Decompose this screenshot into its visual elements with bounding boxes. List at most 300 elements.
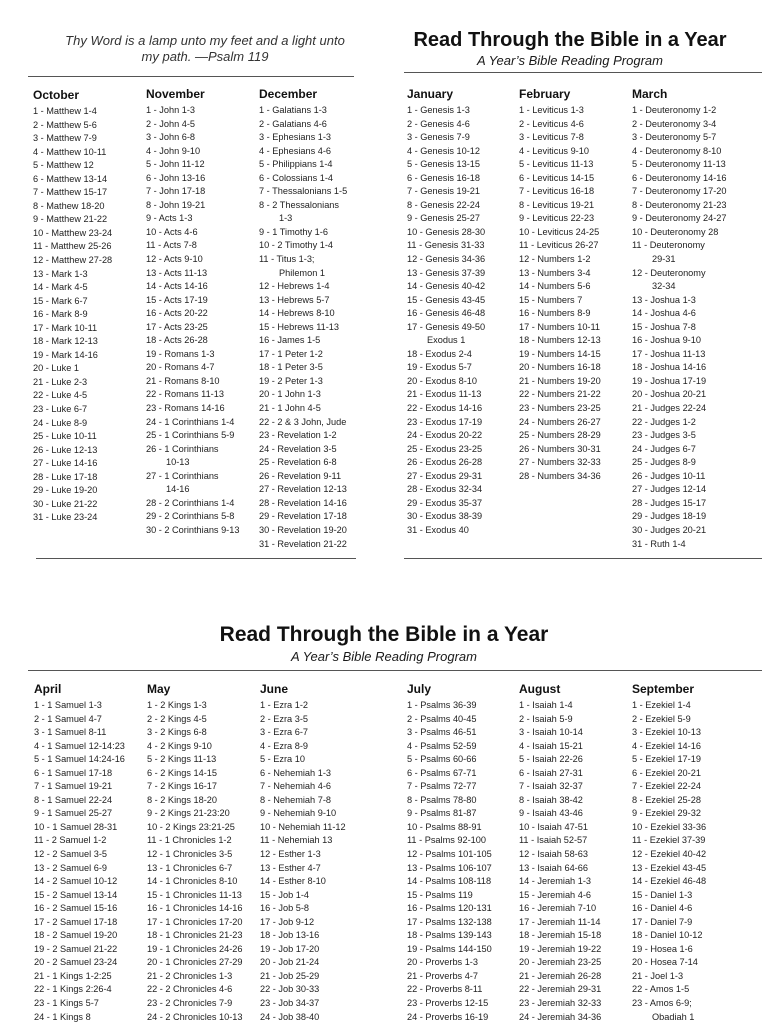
reading-item: 10 - Leviticus 24-25 xyxy=(519,226,600,237)
reading-item: 14 - Acts 14-16 xyxy=(146,281,208,292)
reading-item: 4 - Leviticus 9-10 xyxy=(519,145,589,156)
reading-item: 1 - John 1-3 xyxy=(146,105,196,115)
reading-item: 3 - John 6-8 xyxy=(146,132,196,143)
reading-item: 21 - Numbers 19-20 xyxy=(519,375,601,386)
reading-item: 22 - Proverbs 8-11 xyxy=(407,984,483,995)
divider-top-right xyxy=(404,72,762,73)
reading-item: 5 - 2 Kings 11-13 xyxy=(147,754,217,765)
reading-item: 1 - Galatians 1-3 xyxy=(259,105,327,115)
reading-item: 16 - Joshua 9-10 xyxy=(632,335,701,346)
reading-item: 15 - 2 Samuel 13-14 xyxy=(34,889,118,900)
reading-item: 23 - 1 Kings 5-7 xyxy=(34,998,99,1009)
reading-item: 19 - Romans 1-3 xyxy=(146,348,215,359)
reading-item: 7 - Psalms 72-77 xyxy=(407,781,477,792)
reading-item: 16 - Genesis 46-48 xyxy=(407,308,486,319)
month-column-november xyxy=(146,87,264,538)
reading-item: 5 - 1 Samuel 14:24-16 xyxy=(34,754,125,765)
scripture-quote: Thy Word is a lamp unto my feet and a light unto my path. —Psalm 119 xyxy=(65,33,345,64)
reading-item: 18 - Psalms 139-143 xyxy=(407,930,492,941)
reading-item: 7 - Matthew 15-17 xyxy=(33,187,108,198)
reading-item: 14-16 xyxy=(166,484,190,495)
reading-item: 5 - Isaiah 22-26 xyxy=(519,754,583,765)
reading-item: 6 - 1 Samuel 17-18 xyxy=(34,767,113,778)
reading-item: 17 - Genesis 49-50 xyxy=(407,321,486,332)
reading-item: 4 - Ezekiel 14-16 xyxy=(632,740,701,751)
reading-item: 28 - Luke 17-18 xyxy=(33,471,98,482)
section2-title: Read Through the Bible in a Year xyxy=(219,623,549,646)
reading-item: 10 - Nehemiah 11-12 xyxy=(260,821,346,832)
reading-item: 8 - Nehemiah 7-8 xyxy=(260,794,331,805)
reading-item: 16 - Jeremiah 7-10 xyxy=(519,903,597,914)
reading-item: 17 - Joshua 11-13 xyxy=(632,348,706,359)
reading-item: 18 - Mark 12-13 xyxy=(33,336,98,347)
reading-item: 22 - 2 Chronicles 4-6 xyxy=(147,984,233,995)
reading-item: 22 - Romans 11-13 xyxy=(146,389,224,400)
reading-item: 19 - Psalms 144-150 xyxy=(407,943,492,954)
reading-item: 22 - Exodus 14-16 xyxy=(407,403,483,414)
month-heading: September xyxy=(632,682,695,696)
reading-item: 7 - Leviticus 16-18 xyxy=(519,186,595,197)
reading-item: 29 - Judges 18-19 xyxy=(632,511,707,522)
reading-item: 15 - Numbers 7 xyxy=(519,294,583,305)
reading-item: 11 - Titus 1-3; xyxy=(259,254,315,265)
reading-item: 9 - Genesis 25-27 xyxy=(407,213,481,224)
reading-item: 12 - 2 Samuel 3-5 xyxy=(34,849,108,860)
reading-item: 12 - Esther 1-3 xyxy=(260,849,321,860)
reading-item: 25 - Luke 10-11 xyxy=(33,431,97,442)
reading-item: 23 - Job 34-37 xyxy=(260,998,320,1009)
reading-item: 21 - Exodus 11-13 xyxy=(407,389,482,400)
reading-item: 5 - Ezekiel 17-19 xyxy=(632,754,701,765)
reading-item: 17 - Daniel 7-9 xyxy=(632,916,693,927)
reading-item: 16 - Daniel 4-6 xyxy=(632,903,693,914)
divider-section2 xyxy=(28,670,762,671)
reading-item: 4 - 1 Samuel 12-14:23 xyxy=(34,740,125,751)
reading-item: 6 - Genesis 16-18 xyxy=(407,172,481,183)
reading-item: 23 - Proverbs 12-15 xyxy=(407,998,489,1009)
reading-item: 11 - Psalms 92-100 xyxy=(407,835,486,846)
reading-item: 2 - Ezra 3-5 xyxy=(260,713,308,724)
reading-item: 13 - Joshua 1-3 xyxy=(632,294,696,305)
month-heading: November xyxy=(146,87,205,101)
reading-item: 16 - Mark 8-9 xyxy=(33,309,88,320)
reading-item: 24 - Proverbs 16-19 xyxy=(407,1011,489,1022)
page-title: Read Through the Bible in a Year xyxy=(413,29,727,51)
reading-item: 20 - Joshua 20-21 xyxy=(632,389,707,400)
reading-item: 1 - Genesis 1-3 xyxy=(407,105,470,115)
reading-item: 8 - Deuteronomy 21-23 xyxy=(632,199,727,210)
reading-item: 14 - 2 Samuel 10-12 xyxy=(34,876,118,887)
reading-item: 14 - Ezekiel 46-48 xyxy=(632,876,707,887)
reading-item: 4 - Psalms 52-59 xyxy=(407,740,477,751)
reading-item: 15 - Daniel 1-3 xyxy=(632,889,693,900)
reading-item: 18 - Acts 26-28 xyxy=(146,335,208,346)
reading-item: 22 - Numbers 21-22 xyxy=(519,389,601,400)
reading-item: 8 - 2 Kings 18-20 xyxy=(147,794,217,805)
reading-item: 2 - Leviticus 4-6 xyxy=(519,118,584,129)
reading-item: 10 - Acts 4-6 xyxy=(146,226,198,237)
reading-item: 4 - Ezra 8-9 xyxy=(260,740,308,751)
reading-item: 15 - Mark 6-7 xyxy=(33,295,88,306)
reading-item: 3 - Isaiah 10-14 xyxy=(519,727,583,738)
reading-item: 11 - 2 Samuel 1-2 xyxy=(34,835,107,846)
reading-item: 3 - 2 Kings 6-8 xyxy=(147,727,207,738)
reading-item: 1 - Ezra 1-2 xyxy=(260,700,308,710)
reading-item: 7 - 1 Samuel 19-21 xyxy=(34,781,113,792)
reading-item: 16 - James 1-5 xyxy=(259,335,321,346)
reading-item: 15 - Hebrews 11-13 xyxy=(259,321,340,332)
reading-item: 6 - Colossians 1-4 xyxy=(259,172,334,183)
reading-item: 2 - Galatians 4-6 xyxy=(259,118,327,129)
reading-item: 13 - Numbers 3-4 xyxy=(519,267,591,278)
reading-item: 14 - Psalms 108-118 xyxy=(407,876,492,887)
reading-item: 6 - Nehemiah 1-3 xyxy=(260,767,331,778)
reading-item: 12 - Genesis 34-36 xyxy=(407,254,486,265)
reading-item: 6 - Isaiah 27-31 xyxy=(519,767,583,778)
reading-item: 15 - Job 1-4 xyxy=(260,889,310,900)
reading-item: 21 - Luke 2-3 xyxy=(33,376,88,387)
month-heading: May xyxy=(147,682,171,696)
month-column-april xyxy=(34,682,152,1024)
reading-item: 13 - 1 Chronicles 6-7 xyxy=(147,862,233,873)
reading-item: 8 - 1 Samuel 22-24 xyxy=(34,794,113,805)
reading-item: 24 - Numbers 26-27 xyxy=(519,416,601,427)
reading-item: 18 - Daniel 10-12 xyxy=(632,930,703,941)
reading-item: 13 - Ezekiel 43-45 xyxy=(632,862,707,873)
month-column-september xyxy=(632,682,750,1024)
reading-item: 6 - Deuteronomy 14-16 xyxy=(632,172,727,183)
reading-item: 3 - 1 Samuel 8-11 xyxy=(34,727,107,738)
month-heading: January xyxy=(407,87,454,101)
reading-item: 5 - John 11-12 xyxy=(146,159,205,170)
reading-item: 9 - Deuteronomy 24-27 xyxy=(632,213,727,224)
reading-item: 18 - Jeremiah 15-18 xyxy=(519,930,602,941)
reading-item: 5 - Leviticus 11-13 xyxy=(519,159,594,170)
reading-item: 29-31 xyxy=(652,254,676,265)
reading-item: 21 - Jeremiah 26-28 xyxy=(519,970,602,981)
reading-item: 21 - 1 John 4-5 xyxy=(259,403,321,414)
reading-item: 1 - 2 Kings 1-3 xyxy=(147,700,207,710)
reading-item: 11 - Acts 7-8 xyxy=(146,240,197,251)
reading-item: 21 - 2 Chronicles 1-3 xyxy=(147,970,233,981)
reading-item: 27 - Judges 12-14 xyxy=(632,484,707,495)
reading-item: 24 - Jeremiah 34-36 xyxy=(519,1011,602,1022)
reading-item: 2 - Isaiah 5-9 xyxy=(519,713,573,724)
reading-item: 25 - Revelation 6-8 xyxy=(259,457,337,468)
reading-item: 9 - 1 Samuel 25-27 xyxy=(34,808,113,819)
month-heading: February xyxy=(519,87,571,101)
reading-item: 8 - Mathew 18-20 xyxy=(33,200,105,211)
reading-item: 22 - Judges 1-2 xyxy=(632,416,696,427)
reading-item: 24 - Judges 6-7 xyxy=(632,443,696,454)
reading-item: 16 - 2 Samuel 15-16 xyxy=(34,903,118,914)
reading-item: 8 - 2 Thessalonians xyxy=(259,199,340,210)
reading-item: 9 - Leviticus 22-23 xyxy=(519,213,595,224)
reading-item: 19 - 2 Peter 1-3 xyxy=(259,375,323,386)
reading-item: Exodus 1 xyxy=(427,335,466,346)
reading-item: 7 - 2 Kings 16-17 xyxy=(147,781,217,792)
month-column-march xyxy=(632,87,750,551)
reading-item: 24 - Luke 8-9 xyxy=(33,417,88,428)
reading-item: 29 - Exodus 35-37 xyxy=(407,497,483,508)
reading-item: 8 - Isaiah 38-42 xyxy=(519,794,583,805)
reading-item: 5 - Psalms 60-66 xyxy=(407,754,477,765)
month-column-june xyxy=(260,682,378,1024)
reading-item: 20 - 1 John 1-3 xyxy=(259,389,321,400)
month-heading: July xyxy=(407,682,432,696)
reading-item: 4 - Ephesians 4-6 xyxy=(259,145,332,156)
reading-item: 20 - Luke 1 xyxy=(33,363,79,374)
reading-item: 20 - 1 Chronicles 27-29 xyxy=(147,957,243,968)
reading-item: 19 - Job 17-20 xyxy=(260,943,320,954)
reading-item: 23 - Jeremiah 32-33 xyxy=(519,998,602,1009)
reading-item: 11 - 1 Chronicles 1-2 xyxy=(147,835,232,846)
reading-item: 4 - John 9-10 xyxy=(146,145,201,156)
reading-item: 10 - Isaiah 47-51 xyxy=(519,821,588,832)
reading-item: 17 - 1 Peter 1-2 xyxy=(259,348,323,359)
reading-item: 8 - Leviticus 19-21 xyxy=(519,199,595,210)
reading-item: 1 - 1 Samuel 1-3 xyxy=(34,700,102,710)
reading-item: 1 - Matthew 1-4 xyxy=(33,106,97,116)
reading-item: 23 - Judges 3-5 xyxy=(632,430,696,441)
reading-item: 20 - Hosea 7-14 xyxy=(632,957,698,968)
reading-item: 5 - Genesis 13-15 xyxy=(407,159,481,170)
reading-item: 16 - Numbers 8-9 xyxy=(519,308,591,319)
reading-item: 10 - 2 Timothy 1-4 xyxy=(259,240,334,251)
reading-item: 12 - Matthew 27-28 xyxy=(33,255,113,266)
reading-item: 2 - John 4-5 xyxy=(146,118,196,129)
reading-item: 4 - Deuteronomy 8-10 xyxy=(632,145,722,156)
reading-item: 10 - Ezekiel 33-36 xyxy=(632,821,707,832)
reading-item: 27 - Exodus 29-31 xyxy=(407,470,483,481)
reading-item: 15 - Jeremiah 4-6 xyxy=(519,889,592,900)
reading-item: 23 - Luke 6-7 xyxy=(33,404,88,415)
month-column-july xyxy=(407,682,525,1024)
reading-item: 26 - 1 Corinthians xyxy=(146,443,219,454)
reading-item: 3 - Ezra 6-7 xyxy=(260,727,308,738)
reading-item: 9 - 2 Kings 21-23:20 xyxy=(147,808,230,819)
reading-item: 13 - Isaiah 64-66 xyxy=(519,862,588,873)
month-heading: October xyxy=(33,88,80,102)
month-column-december xyxy=(259,87,377,551)
reading-item: 17 - Psalms 132-138 xyxy=(407,916,492,927)
reading-item: 14 - Numbers 5-6 xyxy=(519,281,591,292)
reading-item: 28 - Revelation 14-16 xyxy=(259,497,347,508)
reading-item: 17 - Numbers 10-11 xyxy=(519,321,601,332)
reading-item: 19 - 1 Chronicles 24-26 xyxy=(147,943,243,954)
reading-item: 3 - Genesis 7-9 xyxy=(407,132,470,143)
reading-item: 11 - Matthew 25-26 xyxy=(33,241,112,252)
reading-item: 24 - 1 Kings 8 xyxy=(34,1011,91,1022)
reading-item: 32-34 xyxy=(652,281,676,292)
reading-item: 27 - Luke 14-16 xyxy=(33,458,98,469)
reading-item: 23 - Romans 14-16 xyxy=(146,403,225,414)
reading-item: 3 - Leviticus 7-8 xyxy=(519,132,584,143)
reading-item: 22 - Luke 4-5 xyxy=(33,390,88,401)
reading-item: 18 - Joshua 14-16 xyxy=(632,362,707,373)
reading-item: 30 - Luke 21-22 xyxy=(33,498,98,509)
reading-item: 21 - 1 Kings 1-2:25 xyxy=(34,970,112,981)
reading-item: 19 - Mark 14-16 xyxy=(33,349,98,360)
reading-item: 23 - Numbers 23-25 xyxy=(519,403,601,414)
reading-item: 9 - 1 Timothy 1-6 xyxy=(259,226,328,237)
reading-item: 11 - Ezekiel 37-39 xyxy=(632,835,706,846)
reading-item: 10 - 1 Samuel 28-31 xyxy=(34,821,118,832)
reading-item: 7 - Nehemiah 4-6 xyxy=(260,781,331,792)
reading-item: 15 - Joshua 7-8 xyxy=(632,321,696,332)
reading-item: 13 - Psalms 106-107 xyxy=(407,862,492,873)
reading-item: 18 - Numbers 12-13 xyxy=(519,335,601,346)
reading-item: 10 - Deuteronomy 28 xyxy=(632,226,719,237)
month-heading: December xyxy=(259,87,318,101)
reading-item: 7 - Genesis 19-21 xyxy=(407,186,481,197)
reading-item: 14 - 1 Chronicles 8-10 xyxy=(147,876,238,887)
reading-item: 26 - Luke 12-13 xyxy=(33,444,98,455)
reading-item: 2 - 1 Samuel 4-7 xyxy=(34,713,102,724)
reading-item: 25 - Judges 8-9 xyxy=(632,457,696,468)
reading-item: 5 - Deuteronomy 11-13 xyxy=(632,159,726,170)
reading-item: 17 - 1 Chronicles 17-20 xyxy=(147,916,243,927)
reading-item: 27 - Revelation 12-13 xyxy=(259,484,347,495)
reading-item: 15 - Psalms 119 xyxy=(407,889,473,900)
reading-item: 13 - Genesis 37-39 xyxy=(407,267,486,278)
reading-item: 11 - Leviticus 26-27 xyxy=(519,240,599,251)
reading-item: 25 - Numbers 28-29 xyxy=(519,430,601,441)
reading-item: 16 - Psalms 120-131 xyxy=(407,903,492,914)
reading-item: 20 - Jeremiah 23-25 xyxy=(519,957,602,968)
reading-item: 27 - Numbers 32-33 xyxy=(519,457,601,468)
reading-item: 20 - Job 21-24 xyxy=(260,957,320,968)
reading-item: 14 - Genesis 40-42 xyxy=(407,281,486,292)
reading-item: 25 - Exodus 23-25 xyxy=(407,443,483,454)
reading-item: 26 - Judges 10-11 xyxy=(632,470,706,481)
reading-item: 9 - Ezekiel 29-32 xyxy=(632,808,701,819)
reading-item: 20 - Exodus 8-10 xyxy=(407,375,477,386)
reading-item: 17 - 2 Samuel 17-18 xyxy=(34,916,118,927)
reading-item: 1 - Ezekiel 1-4 xyxy=(632,700,691,710)
reading-item: 9 - Psalms 81-87 xyxy=(407,808,477,819)
month-heading: March xyxy=(632,87,668,101)
reading-item: 15 - Genesis 43-45 xyxy=(407,294,486,305)
reading-item: 25 - 1 Corinthians 5-9 xyxy=(146,430,235,441)
reading-item: 18 - 1 Chronicles 21-23 xyxy=(147,930,243,941)
reading-item: 1 - Deuteronomy 1-2 xyxy=(632,105,717,115)
reading-item: 3 - Ephesians 1-3 xyxy=(259,132,332,143)
reading-item: 2 - 2 Kings 4-5 xyxy=(147,713,207,724)
reading-item: 16 - Acts 20-22 xyxy=(146,308,208,319)
reading-item: 2 - Deuteronomy 3-4 xyxy=(632,118,717,129)
reading-item: 19 - 2 Samuel 21-22 xyxy=(34,943,118,954)
reading-item: 20 - Romans 4-7 xyxy=(146,362,215,373)
reading-item: 24 - 1 Corinthians 1-4 xyxy=(146,416,235,427)
divider-mid-left xyxy=(36,558,356,559)
reading-item: 15 - Acts 17-19 xyxy=(146,294,208,305)
reading-item: 23 - Revelation 1-2 xyxy=(259,430,337,441)
reading-item: 26 - Numbers 30-31 xyxy=(519,443,601,454)
reading-item: 3 - Matthew 7-9 xyxy=(33,133,97,144)
reading-item: 10 - Genesis 28-30 xyxy=(407,226,486,237)
reading-item: 21 - Proverbs 4-7 xyxy=(407,970,478,981)
reading-item: 2 - Genesis 4-6 xyxy=(407,118,470,129)
month-column-january xyxy=(407,87,525,538)
reading-item: 6 - Ezekiel 20-21 xyxy=(632,767,701,778)
reading-item: 7 - Ezekiel 22-24 xyxy=(632,781,701,792)
reading-item: 12 - 1 Chronicles 3-5 xyxy=(147,849,233,860)
reading-item: 4 - 2 Kings 9-10 xyxy=(147,740,212,751)
month-column-october xyxy=(33,88,151,525)
reading-item: 17 - Job 9-12 xyxy=(260,916,315,927)
reading-item: 23 - Amos 6-9; xyxy=(632,998,692,1009)
reading-item: 16 - 1 Chronicles 14-16 xyxy=(147,903,243,914)
reading-item: 21 - Judges 22-24 xyxy=(632,403,707,414)
reading-item: 22 - 1 Kings 2:26-4 xyxy=(34,984,112,995)
reading-item: 10 - Matthew 23-24 xyxy=(33,227,113,238)
section2-subtitle: A Year’s Bible Reading Program xyxy=(291,649,477,664)
reading-item: 1 - Leviticus 1-3 xyxy=(519,105,584,115)
month-heading: April xyxy=(34,682,62,696)
reading-item: 14 - Hebrews 8-10 xyxy=(259,308,335,319)
reading-item: 31 - Ruth 1-4 xyxy=(632,538,686,549)
reading-item: 14 - Joshua 4-6 xyxy=(632,308,696,319)
reading-item: 30 - 2 Corinthians 9-13 xyxy=(146,524,240,535)
reading-item: 13 - Acts 11-13 xyxy=(146,267,208,278)
reading-item: 30 - Exodus 38-39 xyxy=(407,511,483,522)
page-subtitle: A Year’s Bible Reading Program xyxy=(477,53,663,68)
reading-item: 18 - Exodus 2-4 xyxy=(407,348,472,359)
reading-item: 13 - Esther 4-7 xyxy=(260,862,321,873)
reading-item: 19 - Numbers 14-15 xyxy=(519,348,601,359)
reading-item: 6 - John 13-16 xyxy=(146,172,206,183)
reading-item: 23 - Exodus 17-19 xyxy=(407,416,483,427)
reading-item: 6 - Matthew 13-14 xyxy=(33,173,108,184)
reading-item: 24 - 2 Chronicles 10-13 xyxy=(147,1011,243,1022)
reading-item: 12 - Numbers 1-2 xyxy=(519,254,591,265)
reading-item: 8 - Ezekiel 25-28 xyxy=(632,794,701,805)
reading-item: 12 - Isaiah 58-63 xyxy=(519,849,588,860)
reading-item: 24 - Exodus 20-22 xyxy=(407,430,483,441)
reading-item: 27 - 1 Corinthians xyxy=(146,470,219,481)
reading-item: 15 - 1 Chronicles 11-13 xyxy=(147,889,242,900)
reading-item: 12 - Ezekiel 40-42 xyxy=(632,849,707,860)
reading-item: 31 - Luke 23-24 xyxy=(33,512,98,523)
reading-item: 10 - Psalms 88-91 xyxy=(407,821,482,832)
reading-item: 28 - 2 Corinthians 1-4 xyxy=(146,497,235,508)
reading-item: 19 - Hosea 1-6 xyxy=(632,943,693,954)
reading-item: 31 - Revelation 21-22 xyxy=(259,538,347,549)
reading-item: 18 - 1 Peter 3-5 xyxy=(259,362,323,373)
reading-item: 22 - 2 & 3 John, Jude xyxy=(259,416,347,427)
reading-item: 2 - Matthew 5-6 xyxy=(33,119,97,130)
reading-item: 6 - 2 Kings 14-15 xyxy=(147,767,217,778)
reading-item: 13 - 2 Samuel 6-9 xyxy=(34,862,108,873)
reading-item: 14 - Jeremiah 1-3 xyxy=(519,876,592,887)
reading-item: 17 - Acts 23-25 xyxy=(146,321,208,332)
reading-item: 7 - John 17-18 xyxy=(146,186,206,197)
reading-item: 2 - Psalms 40-45 xyxy=(407,713,477,724)
reading-item: 12 - Deuteronomy xyxy=(632,267,706,278)
reading-item: 5 - Ezra 10 xyxy=(260,754,305,765)
reading-item: 21 - Romans 8-10 xyxy=(146,375,220,386)
month-heading: August xyxy=(519,682,561,696)
reading-item: 22 - Jeremiah 29-31 xyxy=(519,984,602,995)
reading-item: 24 - Job 38-40 xyxy=(260,1011,320,1022)
reading-item: 28 - Judges 15-17 xyxy=(632,497,707,508)
reading-item: 19 - Exodus 5-7 xyxy=(407,362,472,373)
reading-item: 17 - Jeremiah 11-14 xyxy=(519,916,601,927)
reading-item: 10 - 2 Kings 23:21-25 xyxy=(147,821,235,832)
reading-item: 22 - Amos 1-5 xyxy=(632,984,690,995)
reading-item: 18 - 2 Samuel 19-20 xyxy=(34,930,118,941)
